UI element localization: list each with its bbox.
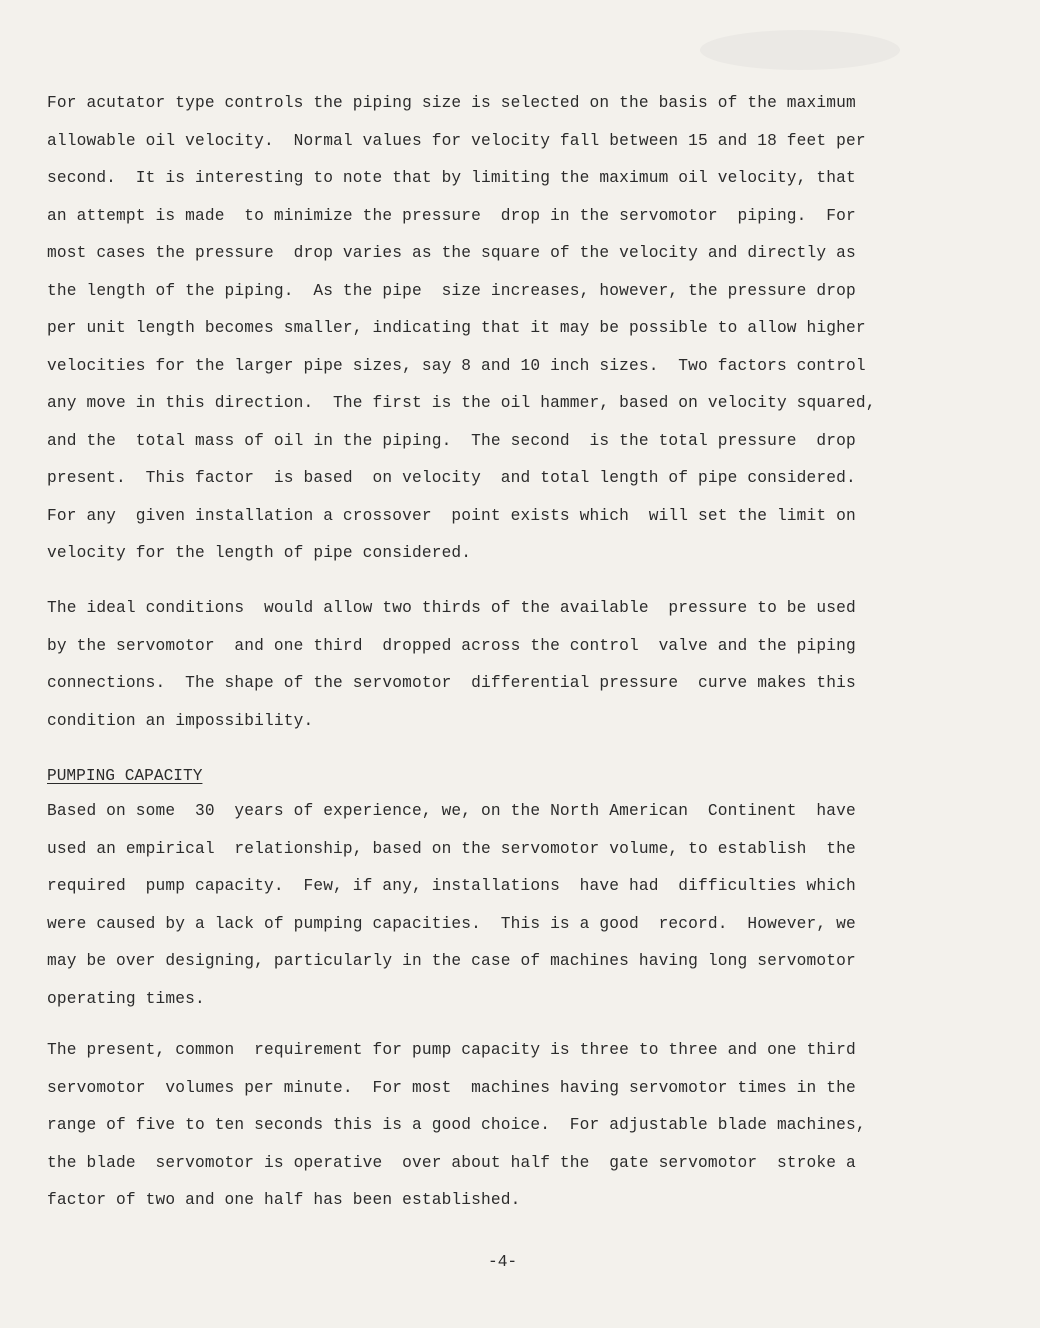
text-line: used an empirical relationship, based on the servomotor volume, to establish the bbox=[47, 839, 856, 858]
text-line: velocities for the larger pipe sizes, say 8 and 10 inch sizes. Two factors control bbox=[47, 356, 866, 375]
text-line: were caused by a lack of pumping capacities. This is a good record. However, we bbox=[47, 914, 856, 933]
text-line: operating times. bbox=[47, 989, 205, 1008]
text-line: condition an impossibility. bbox=[47, 711, 314, 730]
text-line: per unit length becomes smaller, indicating that it may be possible to allow higher bbox=[47, 319, 866, 337]
text-line: servomotor volumes per minute. For most machines having servomotor times in the bbox=[47, 1078, 856, 1097]
text-line: For any given installation a crossover point exists which will set the limit on bbox=[47, 506, 856, 525]
text-line: factor of two and one half has been established. bbox=[47, 1191, 521, 1209]
text-line: velocity for the length of pipe considered. bbox=[47, 544, 472, 562]
text-line: range of five to ten seconds this is a good choice. For adjustable blade machines, bbox=[47, 1116, 866, 1134]
text-line: and the total mass of oil in the piping. The second is the total pressure drop bbox=[47, 431, 856, 450]
text-line: required pump capacity. Few, if any, installations have had difficulties which bbox=[47, 877, 856, 895]
paragraph-pump-requirement bbox=[47, 1032, 992, 1220]
paper-smudge bbox=[700, 30, 900, 70]
text-line: by the servomotor and one third dropped across the control valve and the piping bbox=[47, 636, 856, 655]
text-line: most cases the pressure drop varies as the square of the velocity and directly as bbox=[47, 244, 856, 262]
text-line: allowable oil velocity. Normal values for velocity fall between 15 and 18 feet per bbox=[47, 131, 866, 150]
paragraph-pumping-experience bbox=[47, 793, 992, 1018]
text-line: The present, common requirement for pump capacity is three to three and one third bbox=[47, 1041, 856, 1059]
text-line: an attempt is made to minimize the pressure drop in the servomotor piping. For bbox=[47, 206, 856, 225]
paragraph-ideal-conditions bbox=[47, 590, 992, 740]
text-line: the length of the piping. As the pipe size increases, however, the pressure drop bbox=[47, 281, 856, 300]
page-number: -4- bbox=[488, 1253, 518, 1271]
section-heading: PUMPING CAPACITY bbox=[47, 767, 203, 785]
text-line: the blade servomotor is operative over about half the gate servomotor stroke a bbox=[47, 1153, 856, 1172]
text-line: second. It is interesting to note that by limiting the maximum oil velocity, that bbox=[47, 169, 856, 187]
text-line: present. This factor is based on velocity and total length of pipe considered. bbox=[47, 469, 856, 487]
text-line: any move in this direction. The first is the oil hammer, based on velocity squared, bbox=[47, 394, 876, 412]
paragraph-piping-size bbox=[47, 85, 992, 573]
text-line: Based on some 30 years of experience, we, on the North American Continent have bbox=[47, 802, 856, 820]
text-line: The ideal conditions would allow two thirds of the available pressure to be used bbox=[47, 599, 856, 617]
text-line: connections. The shape of the servomotor differential pressure curve makes this bbox=[47, 674, 856, 692]
text-line: For acutator type controls the piping size is selected on the basis of the maximum bbox=[47, 94, 856, 112]
text-line: may be over designing, particularly in the case of machines having long servomotor bbox=[47, 952, 856, 970]
